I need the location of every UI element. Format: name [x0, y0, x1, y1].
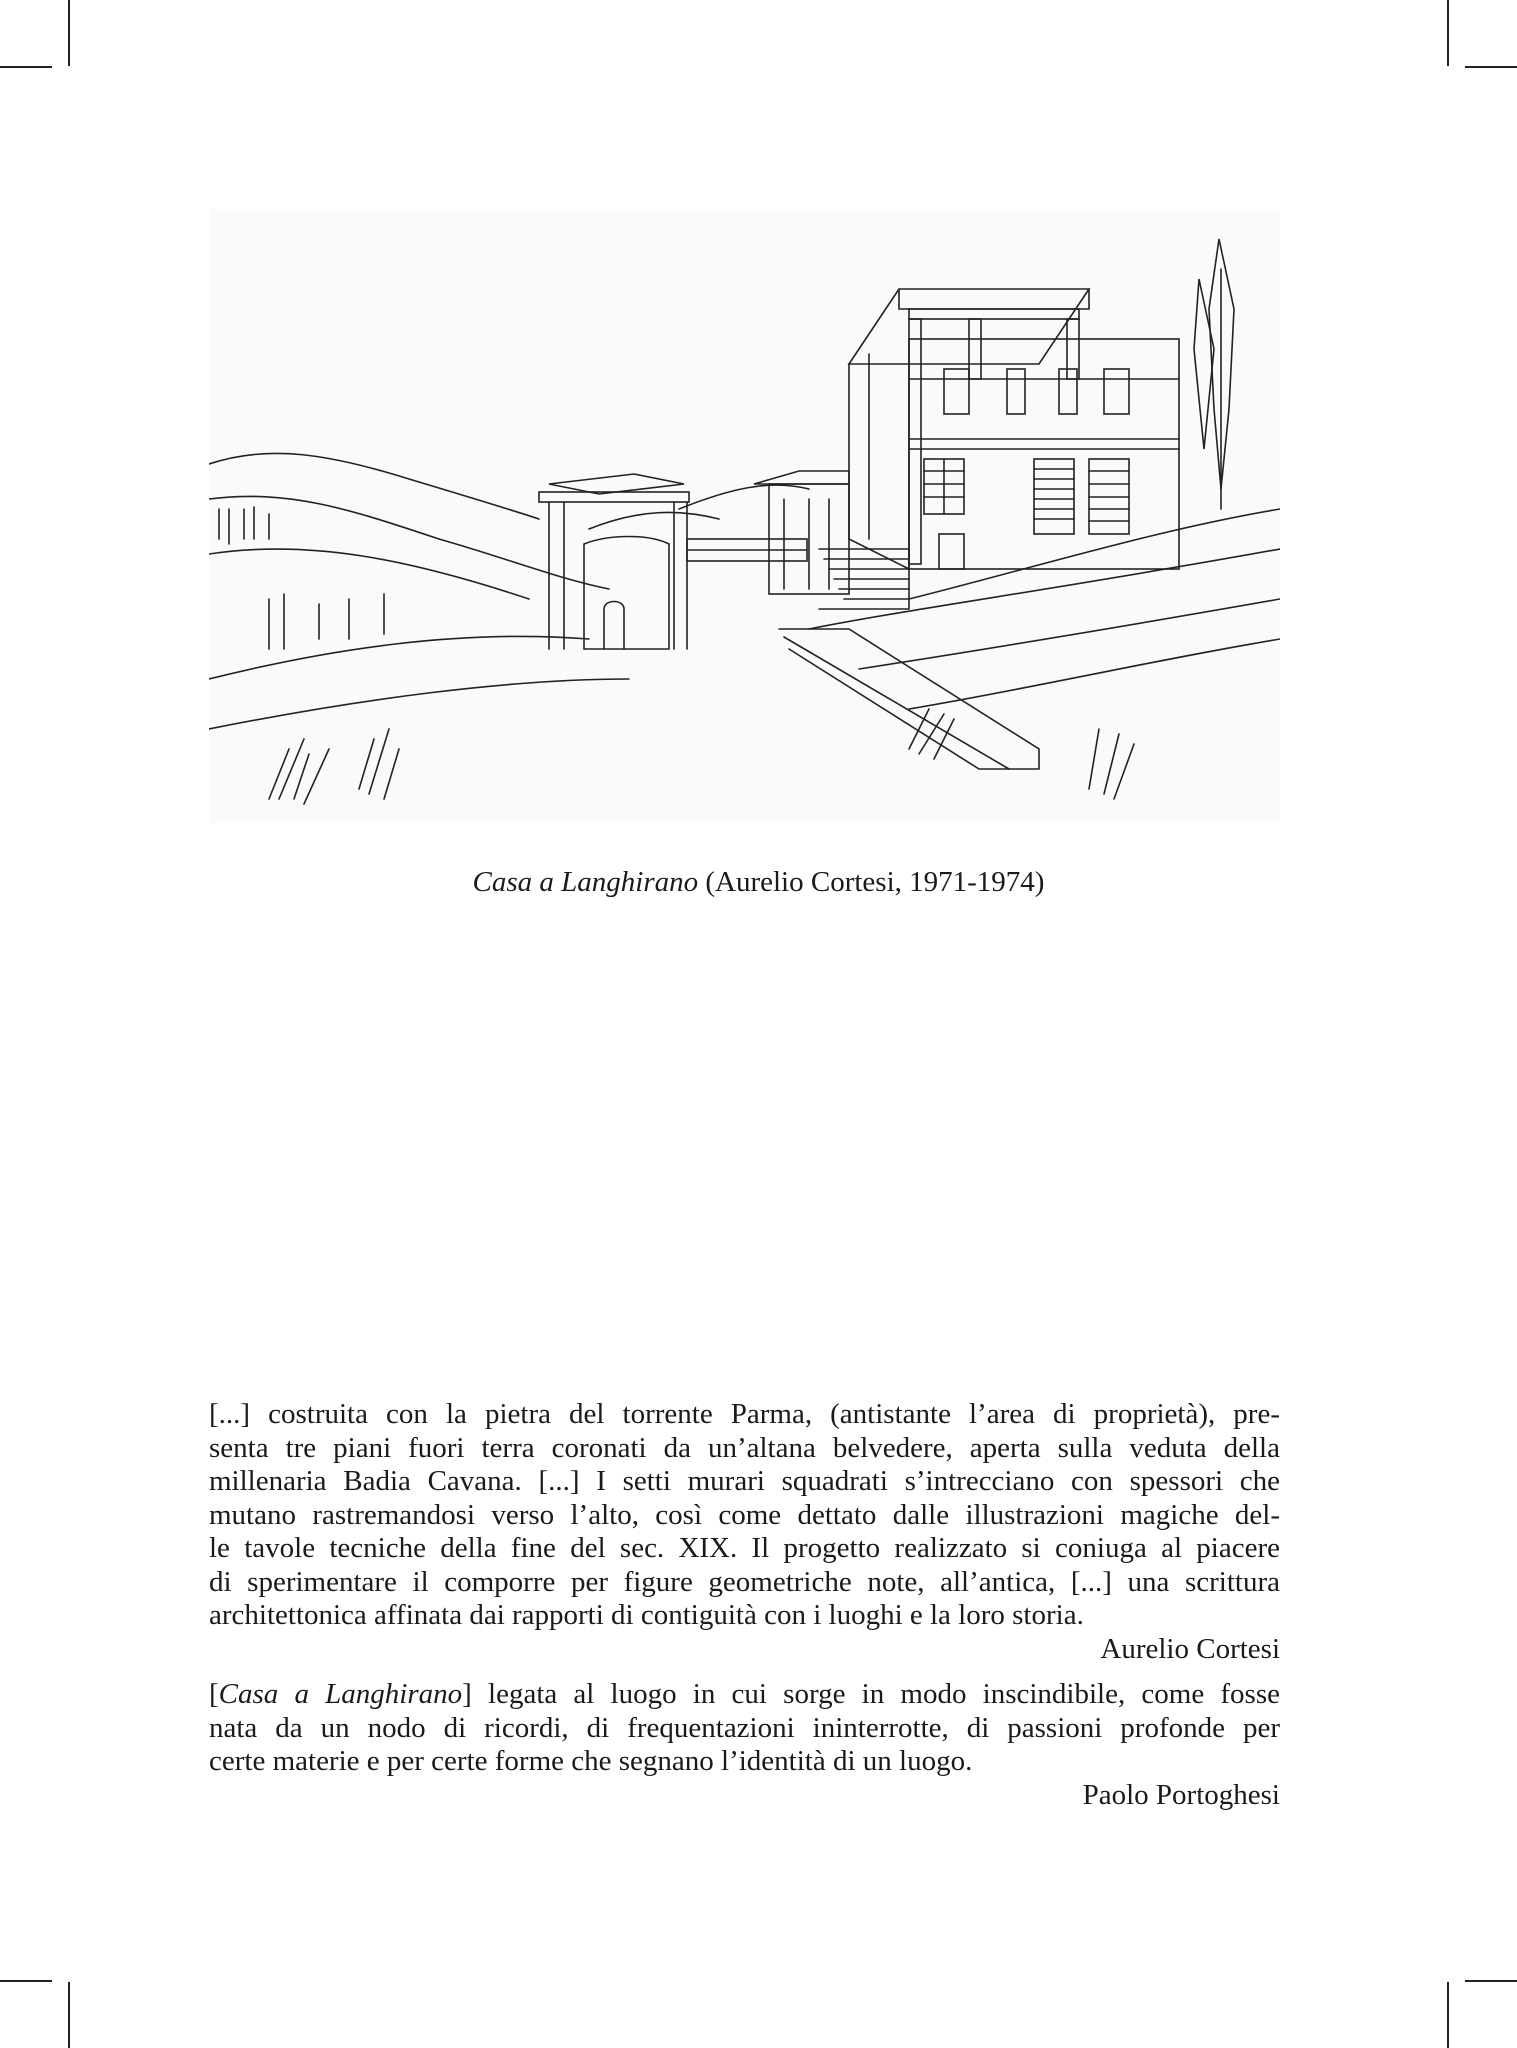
quote-line: di sperimentare il comporre per figure geometriche note, all’antica, [...] una scrittura — [209, 1565, 1280, 1598]
bracket-close: ] — [462, 1678, 472, 1710]
caption-details: (Aurelio Cortesi, 1971-1974) — [705, 866, 1045, 898]
crop-mark — [68, 0, 70, 66]
crop-mark — [1465, 66, 1517, 68]
quote-author: Paolo Portoghesi — [1082, 1778, 1280, 1811]
quotes-block — [209, 1398, 1280, 1812]
figure-caption — [0, 866, 1517, 899]
crop-mark — [0, 1980, 52, 1982]
quote-title: Casa a Langhirano — [218, 1678, 463, 1710]
quote-line: architettonica affinata dai rapporti di contiguità con i luoghi e la loro storia. — [209, 1599, 1084, 1631]
quote-line: millenaria Badia Cavana. [...] I setti murari squadrati s’intrecciano con spessori che — [209, 1465, 1280, 1497]
quote-line: certe materie e per certe forme che segnano l’identità di un luogo. — [209, 1745, 973, 1777]
quote-portoghesi — [209, 1678, 1280, 1812]
crop-mark — [1447, 0, 1449, 66]
bracket-open: [ — [209, 1678, 219, 1710]
crop-mark — [0, 66, 52, 68]
quote-line: mutano rastremandosi verso l’alto, così come dettato dalle illustrazioni magiche del- — [209, 1498, 1280, 1531]
crop-mark — [1465, 1980, 1517, 1982]
house-sketch-illustration — [209, 209, 1280, 823]
caption-title: Casa a Langhirano — [472, 866, 699, 898]
quote-cortesi — [209, 1398, 1280, 1666]
quote-line: le tavole tecniche della fine del sec. XIX. Il progetto realizzato si coniuga al piacere — [209, 1532, 1280, 1564]
quote-line: nata da un nodo di ricordi, di frequentazioni ininterrotte, di passioni profonde per — [209, 1711, 1280, 1744]
quote-line: [...] costruita con la pietra del torrente Parma, (antistante l’area di proprietà), pre- — [209, 1398, 1280, 1430]
quote-line: senta tre piani fuori terra coronati da un’altana belvedere, aperta sulla veduta della — [209, 1431, 1280, 1464]
quote-author: Aurelio Cortesi — [1100, 1632, 1280, 1665]
quote-line — [209, 1678, 1280, 1712]
crop-mark — [1447, 1982, 1449, 2048]
quote-line-rest: legata al luogo in cui sorge in modo inscindibile, come fosse — [471, 1678, 1280, 1710]
crop-mark — [68, 1982, 70, 2048]
